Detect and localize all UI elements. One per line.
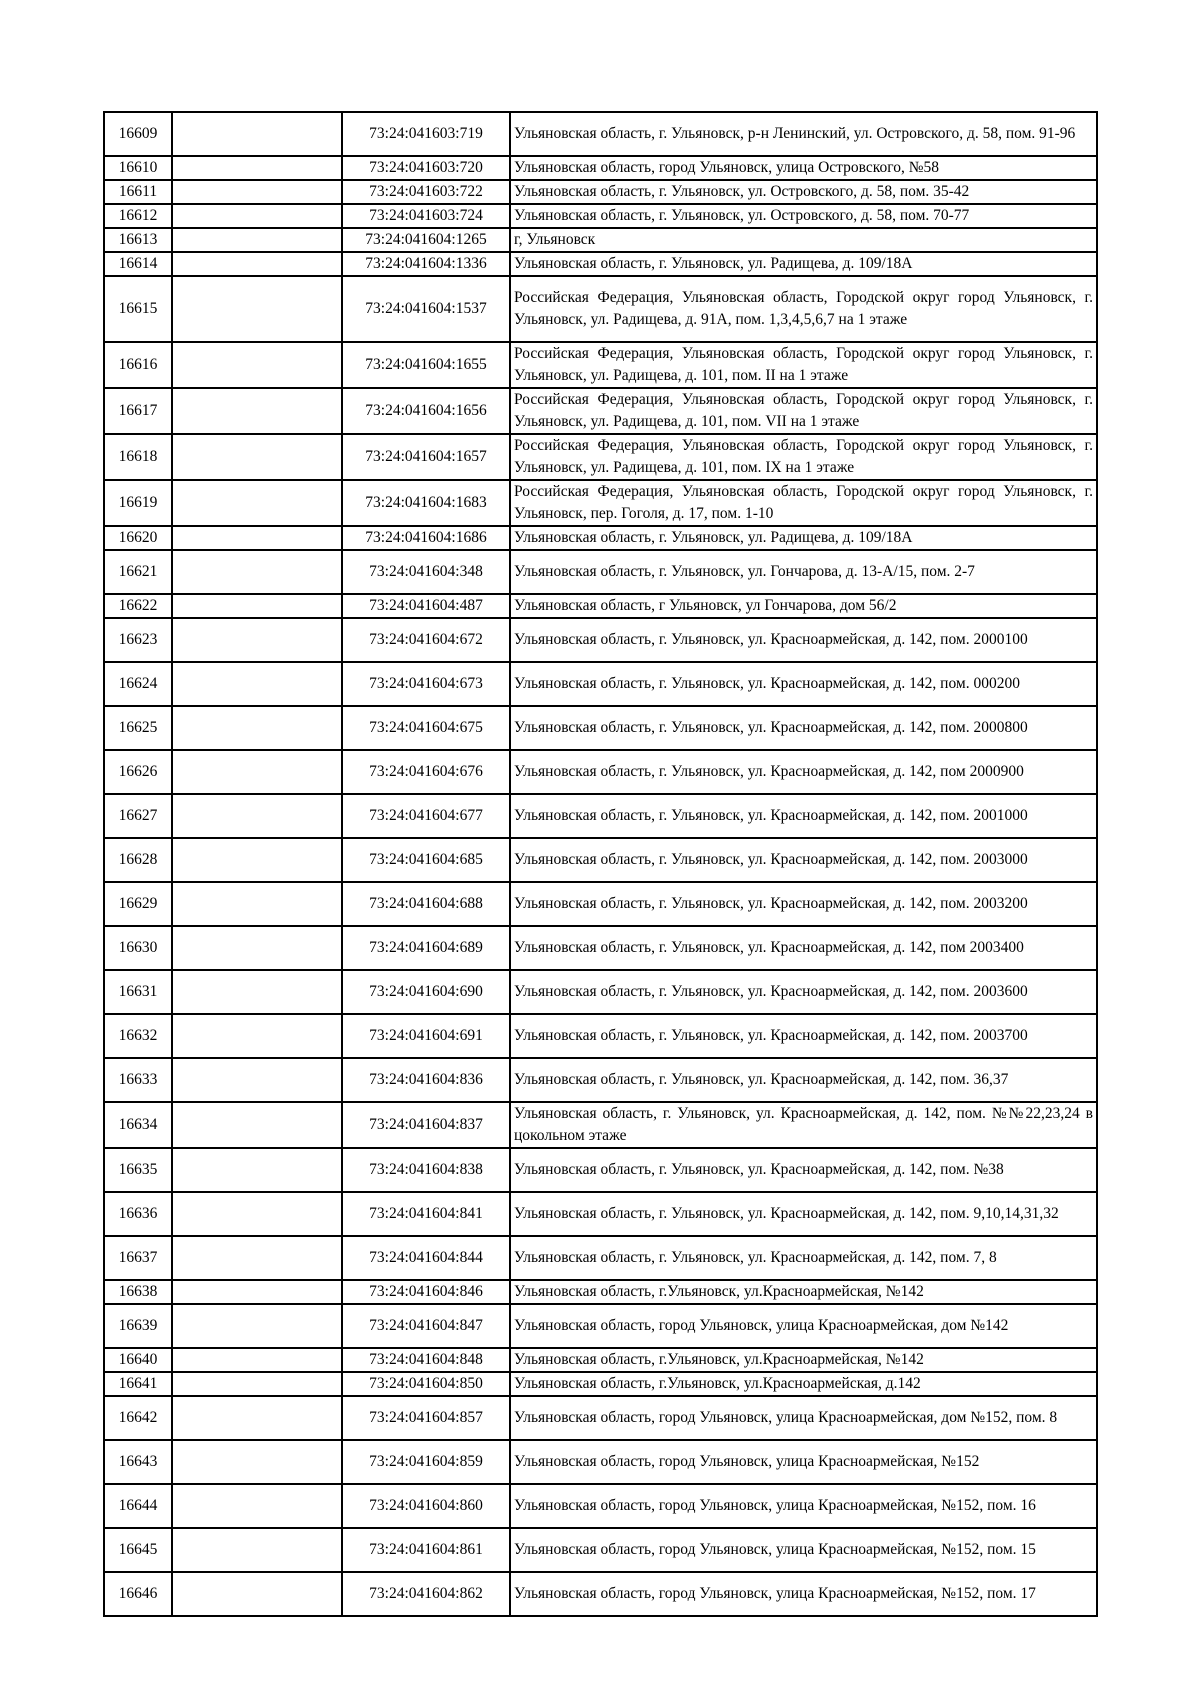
empty-cell bbox=[172, 1348, 342, 1372]
cadastral-number: 73:24:041604:836 bbox=[342, 1058, 510, 1102]
row-number: 16618 bbox=[104, 434, 172, 480]
row-number: 16611 bbox=[104, 180, 172, 204]
row-number: 16630 bbox=[104, 926, 172, 970]
address: Ульяновская область, город Ульяновск, улица Красноармейская, №152 bbox=[510, 1440, 1097, 1484]
empty-cell bbox=[172, 228, 342, 252]
address: Ульяновская область, г.Ульяновск, ул.Красноармейская, №142 bbox=[510, 1348, 1097, 1372]
cadastral-number: 73:24:041604:1683 bbox=[342, 480, 510, 526]
address: Ульяновская область, г. Ульяновск, ул. Радищева, д. 109/18А bbox=[510, 252, 1097, 276]
address: Ульяновская область, город Ульяновск, улица Красноармейская, дом №142 bbox=[510, 1304, 1097, 1348]
cadastral-number: 73:24:041604:487 bbox=[342, 594, 510, 618]
table-row bbox=[104, 526, 1097, 550]
cadastral-number: 73:24:041604:1686 bbox=[342, 526, 510, 550]
empty-cell bbox=[172, 1396, 342, 1440]
empty-cell bbox=[172, 156, 342, 180]
empty-cell bbox=[172, 1058, 342, 1102]
table-row bbox=[104, 1396, 1097, 1440]
table-row bbox=[104, 1304, 1097, 1348]
address: Ульяновская область, г. Ульяновск, ул. Красноармейская, д. 142, пом. 2003600 bbox=[510, 970, 1097, 1014]
address: Ульяновская область, г. Ульяновск, ул. Гончарова, д. 13-А/15, пом. 2-7 bbox=[510, 550, 1097, 594]
cadastral-number: 73:24:041604:857 bbox=[342, 1396, 510, 1440]
empty-cell bbox=[172, 1102, 342, 1148]
empty-cell bbox=[172, 180, 342, 204]
row-number: 16632 bbox=[104, 1014, 172, 1058]
empty-cell bbox=[172, 480, 342, 526]
table-row bbox=[104, 1440, 1097, 1484]
row-number: 16622 bbox=[104, 594, 172, 618]
address: Российская Федерация, Ульяновская область, Городской округ город Ульяновск, г. Ульяновск, ул. Радищева, д. 101, пом. IX на 1 этаже bbox=[510, 434, 1097, 480]
table-row bbox=[104, 228, 1097, 252]
address: Ульяновская область, город Ульяновск, улица Красноармейская, дом №152, пом. 8 bbox=[510, 1396, 1097, 1440]
table-row bbox=[104, 1236, 1097, 1280]
address: Ульяновская область, г. Ульяновск, ул. Островского, д. 58, пом. 70-77 bbox=[510, 204, 1097, 228]
address: Ульяновская область, г. Ульяновск, ул. Красноармейская, д. 142, пом 2003400 bbox=[510, 926, 1097, 970]
table-row bbox=[104, 156, 1097, 180]
row-number: 16617 bbox=[104, 388, 172, 434]
cadastral-number: 73:24:041604:850 bbox=[342, 1372, 510, 1396]
address: Ульяновская область, г.Ульяновск, ул.Красноармейская, №142 bbox=[510, 1280, 1097, 1304]
table-row bbox=[104, 1102, 1097, 1148]
empty-cell bbox=[172, 882, 342, 926]
table-row bbox=[104, 252, 1097, 276]
cadastral-number: 73:24:041604:860 bbox=[342, 1484, 510, 1528]
address: Ульяновская область, г. Ульяновск, ул. Красноармейская, д. 142, пом. 2001000 bbox=[510, 794, 1097, 838]
empty-cell bbox=[172, 1484, 342, 1528]
row-number: 16614 bbox=[104, 252, 172, 276]
row-number: 16634 bbox=[104, 1102, 172, 1148]
cadastral-number: 73:24:041604:1655 bbox=[342, 342, 510, 388]
address: Ульяновская область, город Ульяновск, улица Островского, №58 bbox=[510, 156, 1097, 180]
row-number: 16641 bbox=[104, 1372, 172, 1396]
row-number: 16621 bbox=[104, 550, 172, 594]
address: Ульяновская область, г. Ульяновск, ул. Красноармейская, д. 142, пом. 2003200 bbox=[510, 882, 1097, 926]
address: Ульяновская область, г. Ульяновск, ул. Радищева, д. 109/18А bbox=[510, 526, 1097, 550]
row-number: 16636 bbox=[104, 1192, 172, 1236]
table-row bbox=[104, 112, 1097, 156]
table-row bbox=[104, 1192, 1097, 1236]
row-number: 16640 bbox=[104, 1348, 172, 1372]
row-number: 16627 bbox=[104, 794, 172, 838]
empty-cell bbox=[172, 550, 342, 594]
row-number: 16633 bbox=[104, 1058, 172, 1102]
table-row bbox=[104, 342, 1097, 388]
table-row bbox=[104, 480, 1097, 526]
row-number: 16613 bbox=[104, 228, 172, 252]
table-row bbox=[104, 204, 1097, 228]
table-row bbox=[104, 1528, 1097, 1572]
row-number: 16643 bbox=[104, 1440, 172, 1484]
empty-cell bbox=[172, 276, 342, 342]
address: Ульяновская область, г. Ульяновск, ул. Островского, д. 58, пом. 35-42 bbox=[510, 180, 1097, 204]
empty-cell bbox=[172, 662, 342, 706]
cadastral-number: 73:24:041604:838 bbox=[342, 1148, 510, 1192]
row-number: 16644 bbox=[104, 1484, 172, 1528]
address: Ульяновская область, г Ульяновск, ул Гончарова, дом 56/2 bbox=[510, 594, 1097, 618]
address: Российская Федерация, Ульяновская область, Городской округ город Ульяновск, г. Ульяновск, ул. Радищева, д. 101, пом. VII на 1 этаже bbox=[510, 388, 1097, 434]
cadastral-number: 73:24:041604:862 bbox=[342, 1572, 510, 1616]
table-row bbox=[104, 1348, 1097, 1372]
empty-cell bbox=[172, 794, 342, 838]
row-number: 16642 bbox=[104, 1396, 172, 1440]
empty-cell bbox=[172, 750, 342, 794]
row-number: 16646 bbox=[104, 1572, 172, 1616]
table-row bbox=[104, 838, 1097, 882]
table-row bbox=[104, 1280, 1097, 1304]
empty-cell bbox=[172, 1372, 342, 1396]
cadastral-number: 73:24:041604:690 bbox=[342, 970, 510, 1014]
empty-cell bbox=[172, 970, 342, 1014]
cadastral-number: 73:24:041603:722 bbox=[342, 180, 510, 204]
address: Ульяновская область, г. Ульяновск, ул. Красноармейская, д. 142, пом. 2000100 bbox=[510, 618, 1097, 662]
cadastral-number: 73:24:041604:848 bbox=[342, 1348, 510, 1372]
property-table bbox=[103, 111, 1098, 1617]
empty-cell bbox=[172, 1192, 342, 1236]
table-row bbox=[104, 594, 1097, 618]
address: Ульяновская область, г. Ульяновск, ул. Красноармейская, д. 142, пом. №38 bbox=[510, 1148, 1097, 1192]
cadastral-number: 73:24:041603:720 bbox=[342, 156, 510, 180]
cadastral-number: 73:24:041604:1336 bbox=[342, 252, 510, 276]
cadastral-number: 73:24:041604:677 bbox=[342, 794, 510, 838]
cadastral-number: 73:24:041604:1656 bbox=[342, 388, 510, 434]
empty-cell bbox=[172, 434, 342, 480]
cadastral-number: 73:24:041604:1657 bbox=[342, 434, 510, 480]
cadastral-number: 73:24:041604:861 bbox=[342, 1528, 510, 1572]
cadastral-number: 73:24:041604:1537 bbox=[342, 276, 510, 342]
row-number: 16645 bbox=[104, 1528, 172, 1572]
empty-cell bbox=[172, 526, 342, 550]
table-row bbox=[104, 794, 1097, 838]
table-row bbox=[104, 1148, 1097, 1192]
empty-cell bbox=[172, 1236, 342, 1280]
cadastral-number: 73:24:041604:1265 bbox=[342, 228, 510, 252]
empty-cell bbox=[172, 594, 342, 618]
address: Ульяновская область, г. Ульяновск, ул. Красноармейская, д. 142, пом. №№22,23,24 в цокольном этаже bbox=[510, 1102, 1097, 1148]
cadastral-number: 73:24:041604:672 bbox=[342, 618, 510, 662]
address: Ульяновская область, г. Ульяновск, ул. Красноармейская, д. 142, пом. 9,10,14,31,32 bbox=[510, 1192, 1097, 1236]
address: Ульяновская область, г. Ульяновск, ул. Красноармейская, д. 142, пом. 7, 8 bbox=[510, 1236, 1097, 1280]
table-row bbox=[104, 434, 1097, 480]
empty-cell bbox=[172, 1014, 342, 1058]
address: Ульяновская область, г. Ульяновск, р-н Ленинский, ул. Островского, д. 58, пом. 91-96 bbox=[510, 112, 1097, 156]
empty-cell bbox=[172, 342, 342, 388]
address: Российская Федерация, Ульяновская область, Городской округ город Ульяновск, г. Ульяновск, пер. Гоголя, д. 17, пом. 1-10 bbox=[510, 480, 1097, 526]
address: Российская Федерация, Ульяновская область, Городской округ город Ульяновск, г. Ульяновск, ул. Радищева, д. 101, пом. II на 1 этаже bbox=[510, 342, 1097, 388]
empty-cell bbox=[172, 112, 342, 156]
table-row bbox=[104, 1372, 1097, 1396]
table-row bbox=[104, 180, 1097, 204]
row-number: 16638 bbox=[104, 1280, 172, 1304]
address: Ульяновская область, г. Ульяновск, ул. Красноармейская, д. 142, пом. 2000800 bbox=[510, 706, 1097, 750]
cadastral-number: 73:24:041603:719 bbox=[342, 112, 510, 156]
table-row bbox=[104, 276, 1097, 342]
table-row bbox=[104, 750, 1097, 794]
empty-cell bbox=[172, 1280, 342, 1304]
empty-cell bbox=[172, 618, 342, 662]
row-number: 16631 bbox=[104, 970, 172, 1014]
cadastral-number: 73:24:041604:837 bbox=[342, 1102, 510, 1148]
cadastral-number: 73:24:041604:847 bbox=[342, 1304, 510, 1348]
table-row bbox=[104, 706, 1097, 750]
address: Ульяновская область, г. Ульяновск, ул. Красноармейская, д. 142, пом. 36,37 bbox=[510, 1058, 1097, 1102]
row-number: 16639 bbox=[104, 1304, 172, 1348]
empty-cell bbox=[172, 1440, 342, 1484]
cadastral-number: 73:24:041604:841 bbox=[342, 1192, 510, 1236]
row-number: 16612 bbox=[104, 204, 172, 228]
table-row bbox=[104, 388, 1097, 434]
table-row bbox=[104, 970, 1097, 1014]
empty-cell bbox=[172, 252, 342, 276]
address: Ульяновская область, г.Ульяновск, ул.Красноармейская, д.142 bbox=[510, 1372, 1097, 1396]
row-number: 16624 bbox=[104, 662, 172, 706]
address: Ульяновская область, город Ульяновск, улица Красноармейская, №152, пом. 17 bbox=[510, 1572, 1097, 1616]
empty-cell bbox=[172, 204, 342, 228]
empty-cell bbox=[172, 838, 342, 882]
table-row bbox=[104, 1484, 1097, 1528]
cadastral-number: 73:24:041604:348 bbox=[342, 550, 510, 594]
cadastral-number: 73:24:041604:676 bbox=[342, 750, 510, 794]
table-row bbox=[104, 662, 1097, 706]
row-number: 16626 bbox=[104, 750, 172, 794]
row-number: 16628 bbox=[104, 838, 172, 882]
row-number: 16609 bbox=[104, 112, 172, 156]
empty-cell bbox=[172, 1148, 342, 1192]
row-number: 16625 bbox=[104, 706, 172, 750]
cadastral-number: 73:24:041604:673 bbox=[342, 662, 510, 706]
table-row bbox=[104, 926, 1097, 970]
empty-cell bbox=[172, 1572, 342, 1616]
cadastral-number: 73:24:041604:859 bbox=[342, 1440, 510, 1484]
address: Ульяновская область, город Ульяновск, улица Красноармейская, №152, пом. 15 bbox=[510, 1528, 1097, 1572]
address: Ульяновская область, г. Ульяновск, ул. Красноармейская, д. 142, пом. 2003000 bbox=[510, 838, 1097, 882]
cadastral-number: 73:24:041604:846 bbox=[342, 1280, 510, 1304]
address: Ульяновская область, г. Ульяновск, ул. Красноармейская, д. 142, пом. 000200 bbox=[510, 662, 1097, 706]
empty-cell bbox=[172, 706, 342, 750]
cadastral-number: 73:24:041604:685 bbox=[342, 838, 510, 882]
row-number: 16620 bbox=[104, 526, 172, 550]
row-number: 16637 bbox=[104, 1236, 172, 1280]
cadastral-number: 73:24:041604:688 bbox=[342, 882, 510, 926]
address: г, Ульяновск bbox=[510, 228, 1097, 252]
cadastral-number: 73:24:041604:691 bbox=[342, 1014, 510, 1058]
row-number: 16629 bbox=[104, 882, 172, 926]
table-row bbox=[104, 1014, 1097, 1058]
address: Ульяновская область, г. Ульяновск, ул. Красноармейская, д. 142, пом. 2003700 bbox=[510, 1014, 1097, 1058]
cadastral-number: 73:24:041604:844 bbox=[342, 1236, 510, 1280]
table-row bbox=[104, 1572, 1097, 1616]
empty-cell bbox=[172, 1528, 342, 1572]
row-number: 16619 bbox=[104, 480, 172, 526]
row-number: 16635 bbox=[104, 1148, 172, 1192]
table-row bbox=[104, 1058, 1097, 1102]
row-number: 16615 bbox=[104, 276, 172, 342]
table-row bbox=[104, 882, 1097, 926]
empty-cell bbox=[172, 1304, 342, 1348]
table-body bbox=[104, 112, 1097, 1616]
address: Российская Федерация, Ульяновская область, Городской округ город Ульяновск, г. Ульяновск, ул. Радищева, д. 91А, пом. 1,3,4,5,6,7 на 1 этаже bbox=[510, 276, 1097, 342]
table-row bbox=[104, 618, 1097, 662]
empty-cell bbox=[172, 388, 342, 434]
row-number: 16623 bbox=[104, 618, 172, 662]
table-row bbox=[104, 550, 1097, 594]
cadastral-number: 73:24:041604:675 bbox=[342, 706, 510, 750]
empty-cell bbox=[172, 926, 342, 970]
row-number: 16616 bbox=[104, 342, 172, 388]
cadastral-number: 73:24:041603:724 bbox=[342, 204, 510, 228]
address: Ульяновская область, город Ульяновск, улица Красноармейская, №152, пом. 16 bbox=[510, 1484, 1097, 1528]
address: Ульяновская область, г. Ульяновск, ул. Красноармейская, д. 142, пом 2000900 bbox=[510, 750, 1097, 794]
row-number: 16610 bbox=[104, 156, 172, 180]
cadastral-number: 73:24:041604:689 bbox=[342, 926, 510, 970]
